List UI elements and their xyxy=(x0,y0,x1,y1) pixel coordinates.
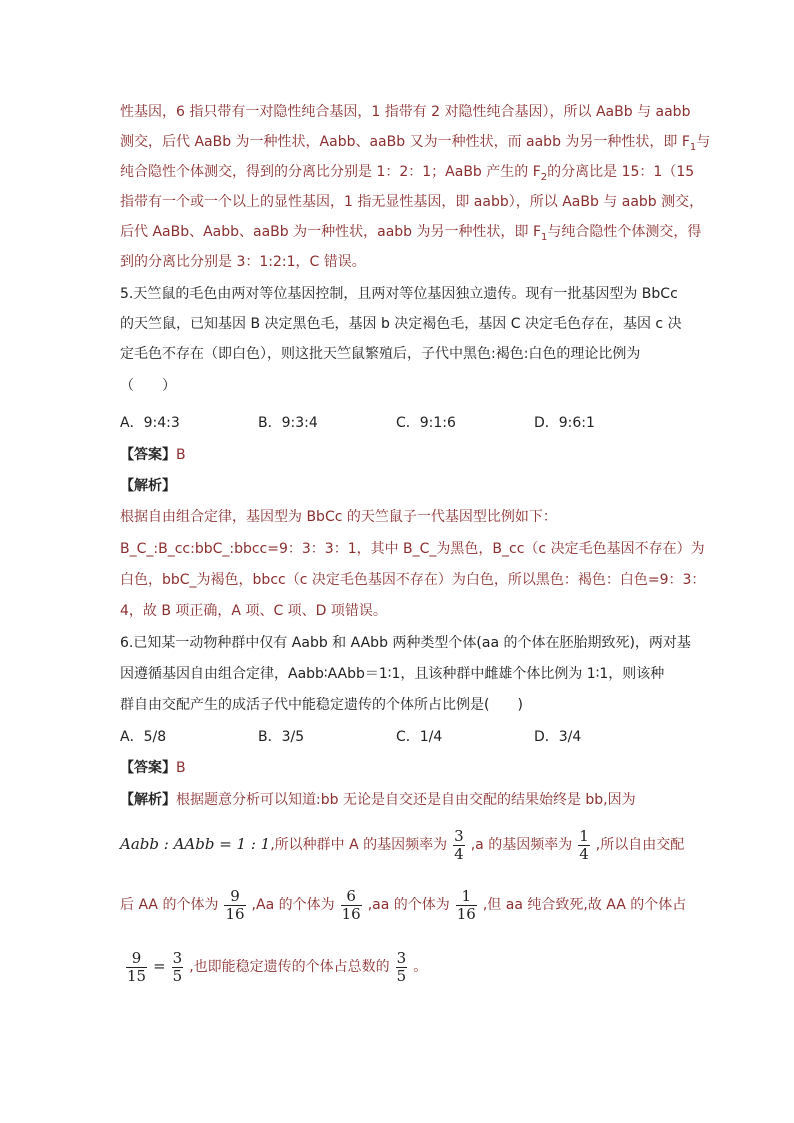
q5-explanation-4 xyxy=(120,601,387,621)
intro-line-4-text: 指带有一个或一个以上的显性基因，1 指无显性基因，即 aabb），所以 AaBb 与 aabb 测交， xyxy=(120,194,704,210)
fraction-numerator: 3 xyxy=(172,948,183,967)
intro-line-6 xyxy=(120,252,366,272)
q6-text-1: ,所以种群中 A 的基因频率为 xyxy=(270,837,448,853)
fraction-numerator: 9 xyxy=(230,886,240,905)
q6-answer-value: B xyxy=(176,760,186,776)
q6-text-4: 后 AA 的个体为 xyxy=(120,897,219,913)
q5-analysis-label-text: 【解析】 xyxy=(120,478,176,494)
q5-answer-label: 【答案】 xyxy=(120,447,176,463)
intro-line-4 xyxy=(120,192,703,212)
q6-text-8: ,也即能稳定遗传的个体占总数的 xyxy=(189,959,390,975)
q6-explanation-4 xyxy=(120,946,427,987)
q6-stem-3-text: 群自由交配产生的成活子代中能稳定遗传的个体所占比例是( ) xyxy=(120,697,523,713)
fraction-denominator: 4 xyxy=(579,844,589,863)
fraction-denominator: 4 xyxy=(454,844,464,863)
fraction xyxy=(224,888,245,923)
intro-line-3-sub: 2 xyxy=(540,171,548,183)
q5-explanation-3-text: 白色，bbC_为褐色，bbcc（c 决定毛色基因不存在）为白色，所以黑色：褐色：白色=9：3： xyxy=(120,572,706,588)
q6-option-d: D．3/4 xyxy=(534,729,582,745)
intro-line-3b: 的分离比是 15：1（15 xyxy=(547,164,695,180)
q6-stem-1-text: 6.已知某一动物种群中仅有 Aabb 和 AAbb 两种类型个体(aa 的个体在胚胎期致死)，两对基 xyxy=(120,635,691,651)
q5-option-c: C．9:1:6 xyxy=(396,415,456,431)
fraction xyxy=(396,950,408,985)
fraction-numerator: 3 xyxy=(396,948,407,967)
q5-explanation-2-text: B_C_:B_cc:bbC_:bbcc=9：3：3：1，其中 B_C_为黑色，B_cc（c 决定毛色基因不存在）为 xyxy=(120,541,705,557)
intro-line-5 xyxy=(120,222,701,248)
q6-stem-1 xyxy=(120,633,691,653)
q5-stem-3 xyxy=(120,344,640,364)
q6-analysis-label: 【解析】 xyxy=(120,792,176,808)
q6-math-ratio: Aabb : AAbb = 1 : 1 xyxy=(120,835,271,853)
intro-line-1 xyxy=(120,102,690,122)
fraction xyxy=(456,888,477,923)
fraction-denominator: 5 xyxy=(172,966,183,985)
q5-explanation-2 xyxy=(120,539,705,559)
q5-stem-4 xyxy=(120,376,176,396)
q6-option-c: C．1/4 xyxy=(396,729,443,745)
intro-line-2-sub: 1 xyxy=(689,141,697,153)
intro-line-5b: 与纯合隐性个体测交，得 xyxy=(547,224,702,240)
q6-text-6: ,aa 的个体为 xyxy=(367,897,450,913)
fraction xyxy=(453,828,465,863)
intro-line-5a: 后代 AaBb、Aabb、aaBb 为一种性状，aabb 为另一种性状，即 F xyxy=(120,224,542,240)
q5-stem-1 xyxy=(120,284,678,304)
fraction-numerator: 1 xyxy=(461,886,472,905)
q6-answer xyxy=(120,758,186,778)
fraction xyxy=(578,828,590,863)
q5-option-a: A．9:4:3 xyxy=(120,415,180,431)
q5-stem-1-text: 5.天竺鼠的毛色由两对等位基因控制，且两对等位基因独立遗传。现有一批基因型为 BbCc xyxy=(120,286,678,302)
fraction-numerator: 6 xyxy=(346,886,356,905)
fraction-denominator: 16 xyxy=(225,904,245,923)
q6-analysis-1 xyxy=(120,790,636,810)
q5-analysis-label xyxy=(120,476,176,496)
intro-line-6-text: 到的分离比分别是 3：1:2:1，C 错误。 xyxy=(120,254,366,270)
fraction-numerator: 9 xyxy=(131,948,142,967)
q6-explanation-1-text: 根据题意分析可以知道:bb 无论是自交还是自由交配的结果始终是 bb,因为 xyxy=(176,792,636,808)
q5-explanation-4-text: 4，故 B 项正确，A 项、C 项、D 项错误。 xyxy=(120,603,387,619)
q6-text-2: ,a 的基因频率为 xyxy=(470,837,573,853)
equals-sign: = xyxy=(153,957,166,975)
q5-stem-2 xyxy=(120,314,682,334)
fraction xyxy=(341,888,362,923)
q6-explanation-3 xyxy=(120,885,686,925)
q6-text-7: ,但 aa 纯合致死,故 AA 的个体占 xyxy=(482,897,687,913)
q5-explanation-1-text: 根据自由组合定律，基因型为 BbCc 的天竺鼠子一代基因型比例如下： xyxy=(120,509,557,525)
q6-text-5: ,Aa 的个体为 xyxy=(251,897,335,913)
q5-explanation-3 xyxy=(120,570,705,590)
fraction-denominator: 16 xyxy=(456,904,476,923)
q6-stem-2 xyxy=(120,664,664,684)
q5-answer xyxy=(120,445,186,465)
intro-line-2a: 测交，后代 AaBb 为一种性状，Aabb、aaBb 又为一种性状，而 aabb 为另一种性状，即 F xyxy=(120,134,690,150)
intro-line-5-sub: 1 xyxy=(541,231,548,243)
fraction xyxy=(172,950,184,985)
fraction-denominator: 5 xyxy=(396,966,407,985)
q6-stem-3 xyxy=(120,695,523,715)
fraction-denominator: 16 xyxy=(341,904,361,923)
intro-line-3a: 纯合隐性个体测交，得到的分离比分别是 1：2：1；AaBb 产生的 F xyxy=(120,164,541,180)
q5-stem-3-text: 定毛色不存在（即白色），则这批天竺鼠繁殖后，子代中黑色:褐色:白色的理论比例为 xyxy=(120,346,641,362)
intro-line-1-text: 性基因，6 指只带有一对隐性纯合基因，1 指带有 2 对隐性纯合基因），所以 AaBb 与 aabb xyxy=(120,104,691,120)
q5-option-b: B．9:3:4 xyxy=(258,415,318,431)
q5-option-d: D．9:6:1 xyxy=(534,415,595,431)
q6-text-9: 。 xyxy=(413,959,428,975)
fraction-denominator: 15 xyxy=(127,966,147,985)
q6-option-b: B．3/5 xyxy=(258,729,305,745)
q5-explanation-1 xyxy=(120,507,557,527)
q6-stem-2-text: 因遵循基因自由组合定律，Aabb∶AAbb＝1∶1，且该种群中雌雄个体比例为 1∶1，则该种 xyxy=(120,666,665,682)
q6-text-3: ,所以自由交配 xyxy=(595,837,685,853)
fraction-numerator: 1 xyxy=(579,826,589,845)
intro-line-2b: 与 xyxy=(696,134,711,150)
q5-stem-4-text: （ ） xyxy=(120,378,176,394)
q5-stem-2-text: 的天竺鼠，已知基因 B 决定黑色毛，基因 b 决定褐色毛，基因 C 决定毛色存在，基因 c 决 xyxy=(120,316,682,332)
fraction-numerator: 3 xyxy=(454,826,464,845)
q6-option-a: A．5/8 xyxy=(120,729,167,745)
intro-line-3 xyxy=(120,162,694,188)
q6-explanation-2 xyxy=(120,824,684,865)
q5-answer-value: B xyxy=(176,447,186,463)
q6-answer-label: 【答案】 xyxy=(120,760,176,776)
intro-line-2 xyxy=(120,132,710,158)
fraction xyxy=(126,950,147,985)
